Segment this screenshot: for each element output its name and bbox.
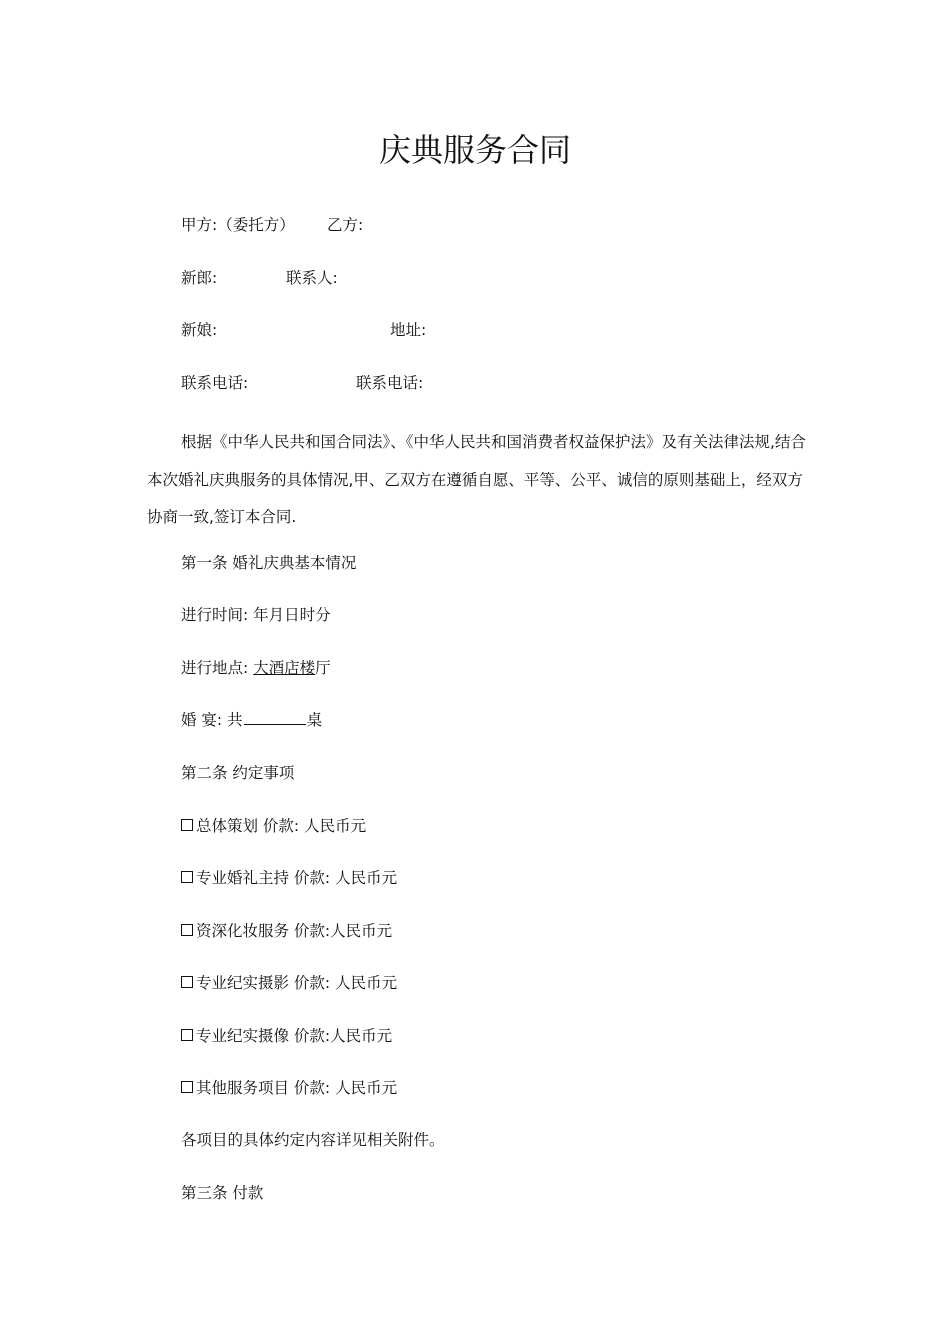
place-underlined: 大酒店楼 bbox=[253, 659, 316, 677]
intro-paragraph bbox=[147, 424, 807, 537]
phone-b-label: 联系电话: bbox=[356, 374, 424, 392]
item-label: 总体策划 价款: 人民币元 bbox=[196, 817, 367, 835]
list-item bbox=[181, 867, 397, 889]
checkbox-icon bbox=[181, 819, 193, 831]
party-a-label: 甲方:（委托方） bbox=[181, 216, 295, 234]
item-label: 专业纪实摄影 价款: 人民币元 bbox=[196, 974, 398, 992]
party-b-label: 乙方: bbox=[327, 216, 364, 234]
item-label: 专业婚礼主持 价款: 人民币元 bbox=[196, 869, 398, 887]
ceremony-place bbox=[181, 657, 331, 679]
banquet-blank bbox=[244, 709, 306, 725]
ceremony-time: 进行时间: 年月日时分 bbox=[181, 606, 331, 624]
phone-a-label: 联系电话: bbox=[181, 374, 249, 392]
checkbox-icon bbox=[181, 871, 193, 883]
item-label: 其他服务项目 价款: 人民币元 bbox=[196, 1079, 398, 1097]
address-label: 地址: bbox=[390, 321, 427, 339]
article3-heading: 第三条 付款 bbox=[181, 1184, 264, 1202]
list-item bbox=[181, 815, 366, 837]
place-suffix: 厅 bbox=[315, 659, 331, 677]
list-item bbox=[181, 1077, 397, 1099]
bride-label: 新娘: bbox=[181, 321, 218, 339]
checkbox-icon bbox=[181, 924, 193, 936]
intro-text: 根据《中华人民共和国合同法》、《中华人民共和国消费者权益保护法》及有关法律法规,结合本次婚礼庆典服务的具体情况,甲、乙双方在遵循自愿、平等、公平、诚信的原则基础上，经双方协商一致,签订本合同. bbox=[147, 433, 806, 526]
list-item bbox=[181, 1025, 392, 1047]
item-label: 资深化妆服务 价款:人民币元 bbox=[196, 922, 393, 940]
place-label: 进行地点: bbox=[181, 659, 254, 677]
checkbox-icon bbox=[181, 1029, 193, 1041]
groom-label: 新郎: bbox=[181, 269, 218, 287]
banquet-label: 婚 宴: 共 bbox=[181, 711, 243, 729]
checkbox-icon bbox=[181, 1081, 193, 1093]
page-title: 庆典服务合同 bbox=[378, 131, 571, 169]
article1-heading: 第一条 婚礼庆典基本情况 bbox=[181, 554, 357, 572]
article2-heading: 第二条 约定事项 bbox=[181, 764, 295, 782]
checkbox-icon bbox=[181, 976, 193, 988]
banquet-suffix: 桌 bbox=[306, 711, 323, 729]
contact-person-label: 联系人: bbox=[286, 269, 338, 287]
item-label: 专业纪实摄像 价款:人民币元 bbox=[196, 1027, 393, 1045]
article2-note: 各项目的具体约定内容详见相关附件。 bbox=[181, 1131, 445, 1149]
list-item bbox=[181, 920, 392, 942]
list-item bbox=[181, 972, 397, 994]
banquet-line bbox=[181, 709, 322, 731]
